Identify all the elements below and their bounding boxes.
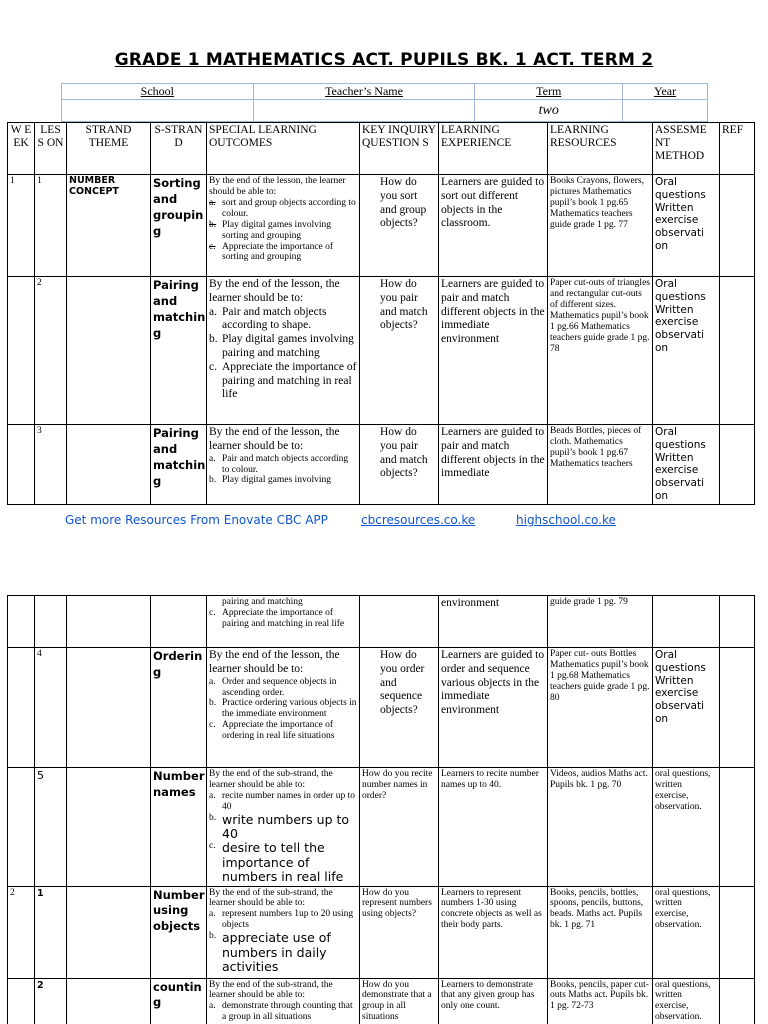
week-cell: 1 (8, 175, 35, 277)
week-cell: 2 (8, 886, 35, 978)
strand-cell (67, 978, 151, 1024)
header-experience: LEARNING EXPERIENCE (439, 123, 548, 175)
resources-cell: Beads Bottles, pieces of cloth. Mathematics pupil’s book 1 pg.67 Mathematics teachers (548, 425, 653, 505)
experience-cell: Learners are guided to order and sequence various objects in the immediate environment (439, 648, 548, 768)
outcome-item (209, 242, 357, 264)
table-header-row (8, 123, 755, 175)
strand-cell: NUMBER CONCEPT (67, 175, 151, 277)
experience-cell: environment (439, 596, 548, 648)
outcomes-cell (207, 768, 360, 887)
outcomes-list (209, 791, 357, 885)
outcome-item (209, 361, 357, 402)
ref-cell (720, 978, 755, 1024)
outcomes-list (209, 198, 357, 264)
outcomes-list (209, 454, 357, 487)
outcomes-intro: By the end of the lesson, the learner should be to: (209, 426, 340, 452)
question-cell: How do you order and sequence objects? (360, 648, 439, 768)
outcomes-cell (207, 886, 360, 978)
outcome-text: Pair and match objects according to shape. (222, 305, 327, 332)
header-ref: REF (720, 123, 755, 175)
outcome-marker: b. (209, 333, 218, 346)
outcome-marker: b. (209, 219, 217, 230)
header-strand: STRAND THEME (67, 123, 151, 175)
week-cell (8, 596, 35, 648)
outcome-item (209, 1001, 357, 1023)
outcome-text: desire to tell the importance of numbers in real life (222, 840, 344, 885)
ref-cell (720, 768, 755, 887)
outcomes-cell (207, 596, 360, 648)
lesson-cell: 1 (35, 886, 67, 978)
outcome-item (209, 931, 357, 974)
lesson-cell: 1 (35, 175, 67, 277)
year-value[interactable] (623, 100, 708, 122)
cbcresources-link[interactable]: cbcresources.co.ke (361, 513, 476, 527)
teacher-name-label: Teacher’s Name (253, 84, 475, 100)
outcome-marker: c. (209, 841, 216, 852)
method-cell (653, 596, 720, 648)
header-substrand: S-STRAN D (151, 123, 207, 175)
outcome-marker: a. (209, 790, 216, 801)
table-row (8, 425, 755, 505)
question-cell: How do you represent numbers using objects? (360, 886, 439, 978)
outcome-marker: a. (209, 909, 216, 920)
outcome-text: Pair and match objects according to colour. (222, 453, 349, 475)
outcome-text: recite number names in order up to 40 (222, 790, 355, 812)
lesson-cell (35, 596, 67, 648)
outcome-item (209, 220, 357, 242)
lesson-cell: 4 (35, 648, 67, 768)
experience-cell: Learners are guided to sort out different objects in the classroom. (439, 175, 548, 277)
strand-cell (67, 768, 151, 887)
header-question: KEY INQUIRY QUESTION S (360, 123, 439, 175)
question-cell: How do you demonstrate that a group in all situations (360, 978, 439, 1024)
substrand-cell: Sorting and groupin g (151, 175, 207, 277)
table-row (8, 886, 755, 978)
lesson-cell: 2 (35, 277, 67, 425)
question-cell (360, 596, 439, 648)
outcome-text: Appreciate the importance of ordering in real life situations (222, 720, 335, 742)
year-label: Year (623, 84, 708, 100)
experience-cell: Learners are guided to pair and match different objects in the immediate (439, 425, 548, 505)
lesson-cell: 2 (35, 978, 67, 1024)
method-cell: oral questions, written exercise, observation. (653, 886, 720, 978)
week-cell (8, 648, 35, 768)
outcome-text: represent numbers 1up to 20 using objects (222, 909, 354, 931)
outcome-marker: b. (209, 931, 217, 942)
outcome-item (209, 198, 357, 220)
resources-cell: Books, pencils, paper cut-outs Maths act. Pupils bk. 1 pg. 72-73 (548, 978, 653, 1024)
outcome-item (209, 791, 357, 813)
outcomes-intro: By the end of the sub-strand, the learner should be able to: (209, 769, 333, 790)
week-cell (8, 768, 35, 887)
table-row (8, 596, 755, 648)
experience-cell: Learners are guided to pair and match different objects in the immediate environment (439, 277, 548, 425)
ref-cell (720, 175, 755, 277)
method-cell: Oral questions Written exercise observati on (653, 425, 720, 505)
lesson-cell: 5 (35, 768, 67, 887)
outcome-text: Play digital games involving sorting and grouping (222, 219, 331, 241)
outcome-text: pairing and matching (222, 597, 303, 607)
resources-cell: Paper cut-outs of triangles and rectangular cut-outs of different sizes. Mathematics pupil’s book 1 pg.66 Mathematics teachers guide grade 1 pg. 78 (548, 277, 653, 425)
outcome-item (209, 909, 357, 931)
outcome-item (209, 608, 357, 630)
outcome-marker: c. (209, 241, 216, 252)
method-cell: Oral questions Written exercise observati on (653, 648, 720, 768)
resources-cell: Books Crayons, flowers, pictures Mathematics pupil’s book 1 pg.65 Mathematics teachers guide grade 1 pg. 77 (548, 175, 653, 277)
outcome-item (209, 333, 357, 361)
ref-cell (720, 886, 755, 978)
outcomes-intro: By the end of the lesson, the learner should be to: (209, 649, 340, 675)
experience-cell: Learners to recite number names up to 40. (439, 768, 548, 887)
outcome-marker: a. (209, 1001, 216, 1012)
strand-cell (67, 886, 151, 978)
question-cell: How do you pair and match objects? (360, 277, 439, 425)
lesson-cell: 3 (35, 425, 67, 505)
outcome-text: Appreciate the importance of pairing and matching in real life (222, 607, 345, 629)
document-title: GRADE 1 MATHEMATICS ACT. PUPILS BK. 1 ACT. TERM 2 (114, 50, 654, 70)
highschool-link[interactable]: highschool.co.ke (516, 513, 616, 527)
header-week: W E EK (8, 123, 35, 175)
method-cell: Oral questions Written exercise observati on (653, 277, 720, 425)
outcomes-list (209, 1001, 357, 1023)
scheme-of-work-table (7, 122, 755, 505)
week-cell (8, 978, 35, 1024)
week-cell (8, 277, 35, 425)
outcome-text: Practice ordering various objects in the immediate environment (222, 698, 357, 720)
resources-cell: guide grade 1 pg. 79 (548, 596, 653, 648)
outcome-marker: b. (209, 475, 217, 486)
outcome-item (209, 306, 357, 334)
resources-cell: Paper cut- outs Bottles Mathematics pupil’s book 1 pg.68 Mathematics teachers guide grade 1 pg. 80 (548, 648, 653, 768)
strand-cell (67, 277, 151, 425)
substrand-cell: Orderin g (151, 648, 207, 768)
outcome-text: Play digital games involving pairing and matching (222, 333, 354, 359)
strand-cell (67, 596, 151, 648)
table-row (8, 648, 755, 768)
outcomes-list (209, 597, 357, 630)
outcomes-list (209, 306, 357, 403)
term-label: Term (475, 84, 623, 100)
header-outcomes: SPECIAL LEARNING OUTCOMES (207, 123, 360, 175)
outcome-item (209, 475, 357, 486)
outcomes-cell (207, 648, 360, 768)
question-cell: How do you pair and match objects? (360, 425, 439, 505)
outcome-item (209, 597, 357, 608)
table-row (8, 175, 755, 277)
ref-cell (720, 425, 755, 505)
strand-cell (67, 425, 151, 505)
outcome-marker: a. (209, 197, 216, 208)
outcomes-intro: By the end of the lesson, the learner should be able to: (209, 176, 346, 197)
outcome-marker: c. (209, 607, 216, 618)
outcome-item (209, 720, 357, 742)
outcome-marker: b. (209, 698, 217, 709)
outcome-item (209, 813, 357, 842)
school-info-table (61, 83, 708, 122)
outcome-marker: a. (209, 305, 217, 318)
term-value[interactable]: two (475, 100, 623, 122)
scheme-of-work-table-continued (7, 595, 755, 1024)
substrand-cell: Number using objects (151, 886, 207, 978)
outcome-item (209, 698, 357, 720)
resources-cell: Books, pencils, bottles, spoons, pencils, buttons, beads. Maths act. Pupils bk. 1 pg. 71 (548, 886, 653, 978)
outcome-marker: c. (209, 360, 217, 373)
outcomes-intro: By the end of the sub-strand, the learner should be able to: (209, 887, 333, 909)
week-cell (8, 425, 35, 505)
outcomes-list (209, 677, 357, 743)
table-row (8, 978, 755, 1024)
question-cell: How do you sort and group objects? (360, 175, 439, 277)
substrand-cell (151, 596, 207, 648)
outcome-text: write numbers up to 40 (222, 811, 350, 842)
teacher-name-value[interactable] (253, 100, 475, 122)
ref-cell (720, 648, 755, 768)
method-cell: Oral questions Written exercise observati on (653, 175, 720, 277)
enovate-app-link[interactable]: Get more Resources From Enovate CBC APP (65, 513, 328, 527)
outcome-item (209, 841, 357, 884)
outcomes-cell (207, 425, 360, 505)
outcome-text: Order and sequence objects in ascending order. (222, 676, 337, 698)
outcomes-list (209, 909, 357, 974)
question-cell: How do you recite number names in order? (360, 768, 439, 887)
header-lesson: LES S ON (35, 123, 67, 175)
outcome-text: appreciate use of numbers in daily activities (222, 930, 331, 974)
outcomes-cell (207, 978, 360, 1024)
substrand-cell: Number names (151, 768, 207, 887)
method-cell: oral questions, written exercise, observation. (653, 978, 720, 1024)
outcome-marker: a. (209, 676, 216, 687)
ref-cell (720, 277, 755, 425)
outcome-marker: c. (209, 720, 216, 731)
outcome-text: demonstrate through counting that a group in all situations (222, 1001, 353, 1023)
resources-cell: Videos, audios Maths act. Pupils bk. 1 pg. 70 (548, 768, 653, 887)
outcome-item (209, 454, 357, 476)
substrand-cell: countin g (151, 978, 207, 1024)
strand-cell (67, 648, 151, 768)
experience-cell: Learners to represent numbers 1-30 using concrete objects as well as their body parts. (439, 886, 548, 978)
outcomes-cell (207, 175, 360, 277)
outcome-item (209, 677, 357, 699)
method-cell: oral questions, written exercise, observation. (653, 768, 720, 887)
outcome-marker: a. (209, 453, 216, 464)
outcome-text: sort and group objects according to colour. (222, 197, 356, 219)
outcome-text: Appreciate the importance of sorting and grouping (222, 241, 334, 263)
table-row (8, 768, 755, 887)
substrand-cell: Pairing and matchin g (151, 425, 207, 505)
experience-cell: Learners to demonstrate that any given group has only one count. (439, 978, 548, 1024)
ref-cell (720, 596, 755, 648)
outcomes-intro: By the end of the lesson, the learner should be to: (209, 278, 340, 304)
header-method: ASSESME NT METHOD (653, 123, 720, 175)
resource-links (0, 513, 768, 531)
outcomes-intro: By the end of the sub-strand, the learner should be able to: (209, 979, 333, 1001)
outcome-text: Play digital games involving (222, 475, 331, 486)
outcome-marker (209, 597, 222, 608)
outcome-marker: b. (209, 812, 217, 823)
table-row (8, 277, 755, 425)
outcome-text: Appreciate the importance of pairing and matching in real life (222, 360, 357, 401)
school-label: School (62, 84, 254, 100)
school-value[interactable] (62, 100, 254, 122)
outcomes-cell (207, 277, 360, 425)
header-resources: LEARNING RESOURCES (548, 123, 653, 175)
substrand-cell: Pairing and matchin g (151, 277, 207, 425)
